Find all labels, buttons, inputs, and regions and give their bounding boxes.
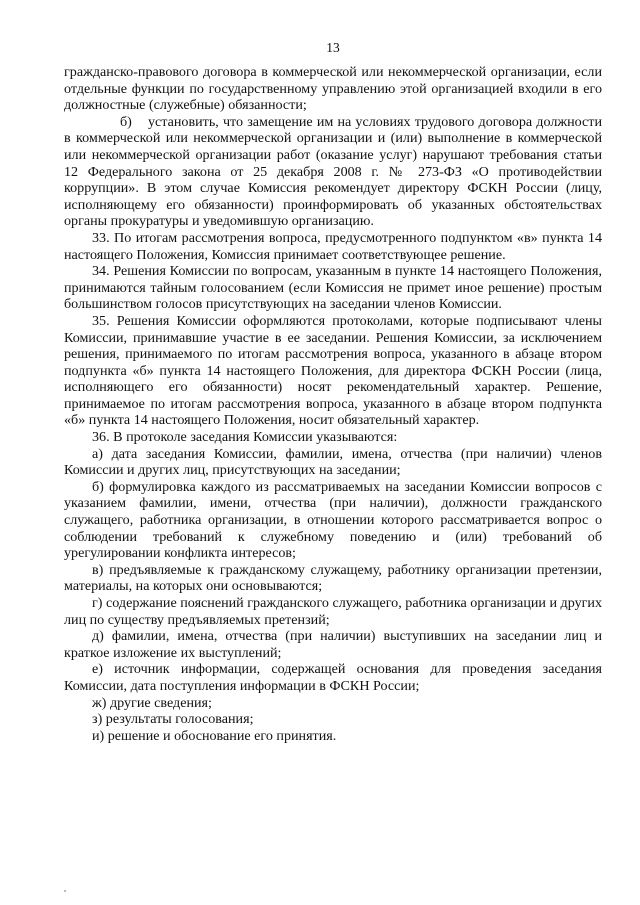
- paragraph-33: 33. По итогам рассмотрения вопроса, предусмотренного подпунктом «в» пункта 14 настоящего Положения, Комиссия принимает соответствующее решение.: [64, 229, 602, 263]
- item-b-text: установить, что замещение им на условиях трудового договора должности в коммерческой или некоммерческой организации и (или) выполнение в коммерческой или некоммерческой организации работ (оказание услуг) нарушают требования статьи 12 Федерального закона от 25 декабря 2008 г. № 273-ФЗ «О противодействии коррупции». В этом случае Комиссия рекомендует директору ФСКН России (лицу, исполняющему его обязанности) проинформировать об указанных обстоятельствах органы прокуратуры и уведомившую организацию.: [64, 113, 602, 230]
- paragraph-34: 34. Решения Комиссии по вопросам, указанным в пункте 14 настоящего Положения, принимаются тайным голосованием (если Комиссия не примет иное решение) простым большинством голосов присутствующих на заседании членов Комиссии.: [64, 263, 602, 313]
- list-item-g: г) содержание пояснений гражданского служащего, работника организации и других лиц по существу предъявляемых претензий;: [64, 595, 602, 628]
- list-item-v: в) предъявляемые к гражданскому служащему, работнику организации претензии, материалы, на которых они основываются;: [64, 561, 602, 595]
- list-item-a: а) дата заседания Комиссии, фамилии, имена, отчества (при наличии) членов Комиссии и других лиц, присутствующих на заседании;: [64, 445, 602, 479]
- paragraph-continuation: гражданско-правового договора в коммерческой или некоммерческой организации, если отдельные функции по государственному управлению этой организацией входили в его должностные (служебные) обязанности;: [64, 64, 602, 114]
- list-item-i: и) решение и обоснование его принятия.: [92, 727, 337, 744]
- list-item-e: е) источник информации, содержащей основания для проведения заседания Комиссии, дата поступления информации в ФСКН России;: [64, 661, 602, 694]
- page-number: 13: [326, 40, 340, 55]
- scan-speck: [64, 890, 66, 892]
- paragraph-item-b: [64, 114, 602, 230]
- paragraph-36: 36. В протоколе заседания Комиссии указываются:: [92, 429, 398, 446]
- list-item-d: д) фамилии, имена, отчества (при наличии) выступивших на заседании лиц и краткое изложение их выступлений;: [64, 628, 602, 661]
- list-item-z: з) результаты голосования;: [92, 711, 254, 728]
- list-item-b: б) формулировка каждого из рассматриваемых на заседании Комиссии вопросов с указанием фамилии, имени, отчества (при наличии), должности гражданского служащего, работника организации, в отношении которого рассматривается вопрос о соблюдении требований к служебному поведению и (или) требований об урегулировании конфликта интересов;: [64, 478, 602, 562]
- list-item-zh: ж) другие сведения;: [92, 694, 212, 711]
- item-b-label: б): [120, 113, 132, 130]
- paragraph-35: 35. Решения Комиссии оформляются протоколами, которые подписывают члены Комиссии, принимавшие участие в ее заседании. Решения Комиссии, за исключением решения, принимаемого по итогам рассмотрения вопроса, указанного в абзаце втором подпункта «б» пункта 14 настоящего Положения, для директора ФСКН России (лица, исполняющего его обязанности) носят рекомендательный характер. Решение, принимаемое по итогам рассмотрения вопроса, указанного в абзаце втором подпункта «б» пункта 14 настоящего Положения, носит обязательный характер.: [64, 312, 602, 429]
